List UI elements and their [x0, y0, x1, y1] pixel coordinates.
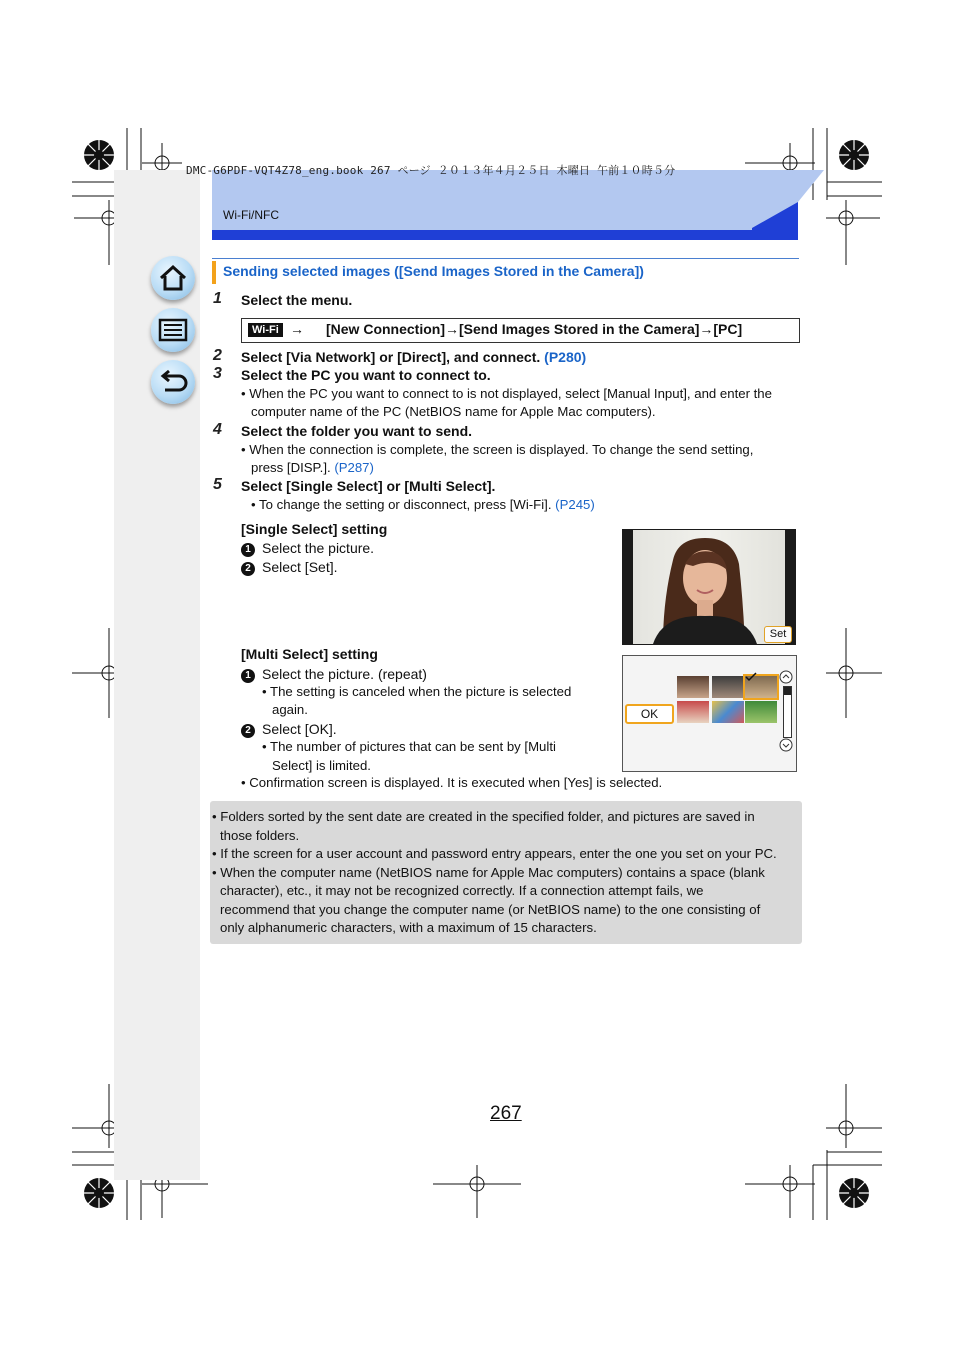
scrollbar[interactable]: [783, 686, 792, 738]
confirmation-note: • Confirmation screen is displayed. It is executed when [Yes] is selected.: [241, 775, 663, 790]
note-text: • The setting is canceled when the picture is selected: [262, 684, 572, 699]
bullet-text: • When the PC you want to connect to is not displayed, select [Manual Input], and enter the: [241, 386, 772, 401]
circled-number: 2: [241, 562, 255, 576]
note-text: again.: [272, 702, 308, 717]
note-line: • When the computer name (NetBIOS name for Apple Mac computers) contains a space (blank: [212, 865, 765, 880]
step-text: Select the menu.: [241, 292, 353, 308]
multi-select-heading: [Multi Select] setting: [241, 646, 378, 662]
thumbnail[interactable]: [745, 701, 777, 723]
bullet-text: [251, 496, 595, 514]
note-text: Select] is limited.: [272, 758, 371, 773]
thumbnail[interactable]: [712, 676, 744, 698]
note-line: recommend that you change the computer name (or NetBIOS name) to the one consisting of: [220, 902, 761, 917]
wifi-badge: Wi-Fi: [248, 323, 283, 337]
section-divider: [212, 258, 799, 259]
portrait-photo: [633, 530, 785, 644]
thumbnail[interactable]: [677, 676, 709, 698]
thumbnail[interactable]: [712, 701, 744, 723]
header-band: [212, 170, 799, 240]
multi-select-item: [241, 720, 337, 738]
page-number: 267: [490, 1103, 522, 1124]
multi-select-screen: [622, 655, 797, 772]
back-arrow-icon: [157, 366, 189, 398]
menu-arrow: →: [290, 321, 304, 337]
circled-number: 2: [241, 724, 255, 738]
home-button[interactable]: [151, 256, 195, 300]
section-title: Sending selected images ([Send Images Stored in the Camera]): [223, 263, 644, 279]
single-select-item: [241, 558, 337, 576]
page-link[interactable]: (P280): [544, 349, 587, 365]
bullet-text: • When the connection is complete, the screen is displayed. To change the send setting,: [241, 442, 754, 457]
scrollbar-thumb[interactable]: [784, 687, 791, 695]
thumbnail[interactable]: [677, 701, 709, 723]
step-text: Select the PC you want to connect to.: [241, 367, 491, 383]
home-icon: [157, 262, 189, 294]
scroll-up-icon[interactable]: [779, 670, 793, 684]
page-link[interactable]: (P245): [555, 497, 595, 512]
single-select-item: [241, 539, 374, 557]
menu-path-box: [241, 318, 800, 343]
page-link[interactable]: (P287): [334, 460, 374, 475]
multi-select-item: [241, 665, 427, 683]
menu-path-text: [New Connection]→[Send Images Stored in the Camera]→[PC]: [326, 321, 743, 337]
menu-list-icon: [157, 314, 189, 346]
step-number: 2: [213, 347, 222, 364]
step-label: Select [Via Network] or [Direct], and connect.: [241, 349, 541, 365]
step-text: Select [Single Select] or [Multi Select].: [241, 478, 496, 494]
print-info-line: DMC-G6PDF-VQT4Z78_eng.book 267 ページ ２０１３年４月２５日 木曜日 午前１０時５分: [186, 164, 676, 177]
circled-number: 1: [241, 543, 255, 557]
header-section-label: Wi-Fi/NFC: [223, 208, 279, 222]
bullet-text: computer name of the PC (NetBIOS name for Apple Mac computers).: [251, 404, 656, 419]
notes-box: [210, 801, 802, 944]
note-line: character), etc., it may not be recognized correctly. If a connection attempt fails, we: [220, 883, 704, 898]
note-text: • The number of pictures that can be sent by [Multi: [262, 739, 556, 754]
back-button[interactable]: [151, 360, 195, 404]
item-text: Select the picture. (repeat): [262, 666, 427, 682]
note-line: those folders.: [220, 828, 300, 843]
bullet-label: press [DISP.].: [251, 460, 331, 475]
note-line: • Folders sorted by the sent date are created in the specified folder, and pictures are saved in: [212, 809, 755, 824]
step-text: [241, 349, 586, 365]
step-number: 5: [213, 476, 222, 493]
step-text: Select the folder you want to send.: [241, 423, 473, 439]
item-text: Select the picture.: [262, 540, 375, 556]
note-line: only alphanumeric characters, with a maximum of 15 characters.: [220, 920, 597, 935]
item-text: Select [OK].: [262, 721, 337, 737]
set-button[interactable]: Set: [764, 626, 792, 643]
scroll-down-icon[interactable]: [779, 738, 793, 752]
single-select-heading: [Single Select] setting: [241, 521, 388, 537]
step-number: 4: [213, 421, 222, 438]
single-select-screen: [622, 529, 796, 645]
step-number: 1: [213, 290, 222, 307]
step-number: 3: [213, 365, 222, 382]
note-line: • If the screen for a user account and password entry appears, enter the one you set on your PC.: [212, 846, 777, 861]
section-accent-bar: [212, 261, 216, 284]
bullet-label: • To change the setting or disconnect, press [Wi-Fi].: [251, 497, 552, 512]
menu-list-button[interactable]: [151, 308, 195, 352]
circled-number: 1: [241, 669, 255, 683]
item-text: Select [Set].: [262, 559, 338, 575]
check-icon: [745, 672, 757, 682]
bullet-text: [251, 459, 374, 477]
ok-button[interactable]: OK: [625, 704, 674, 724]
